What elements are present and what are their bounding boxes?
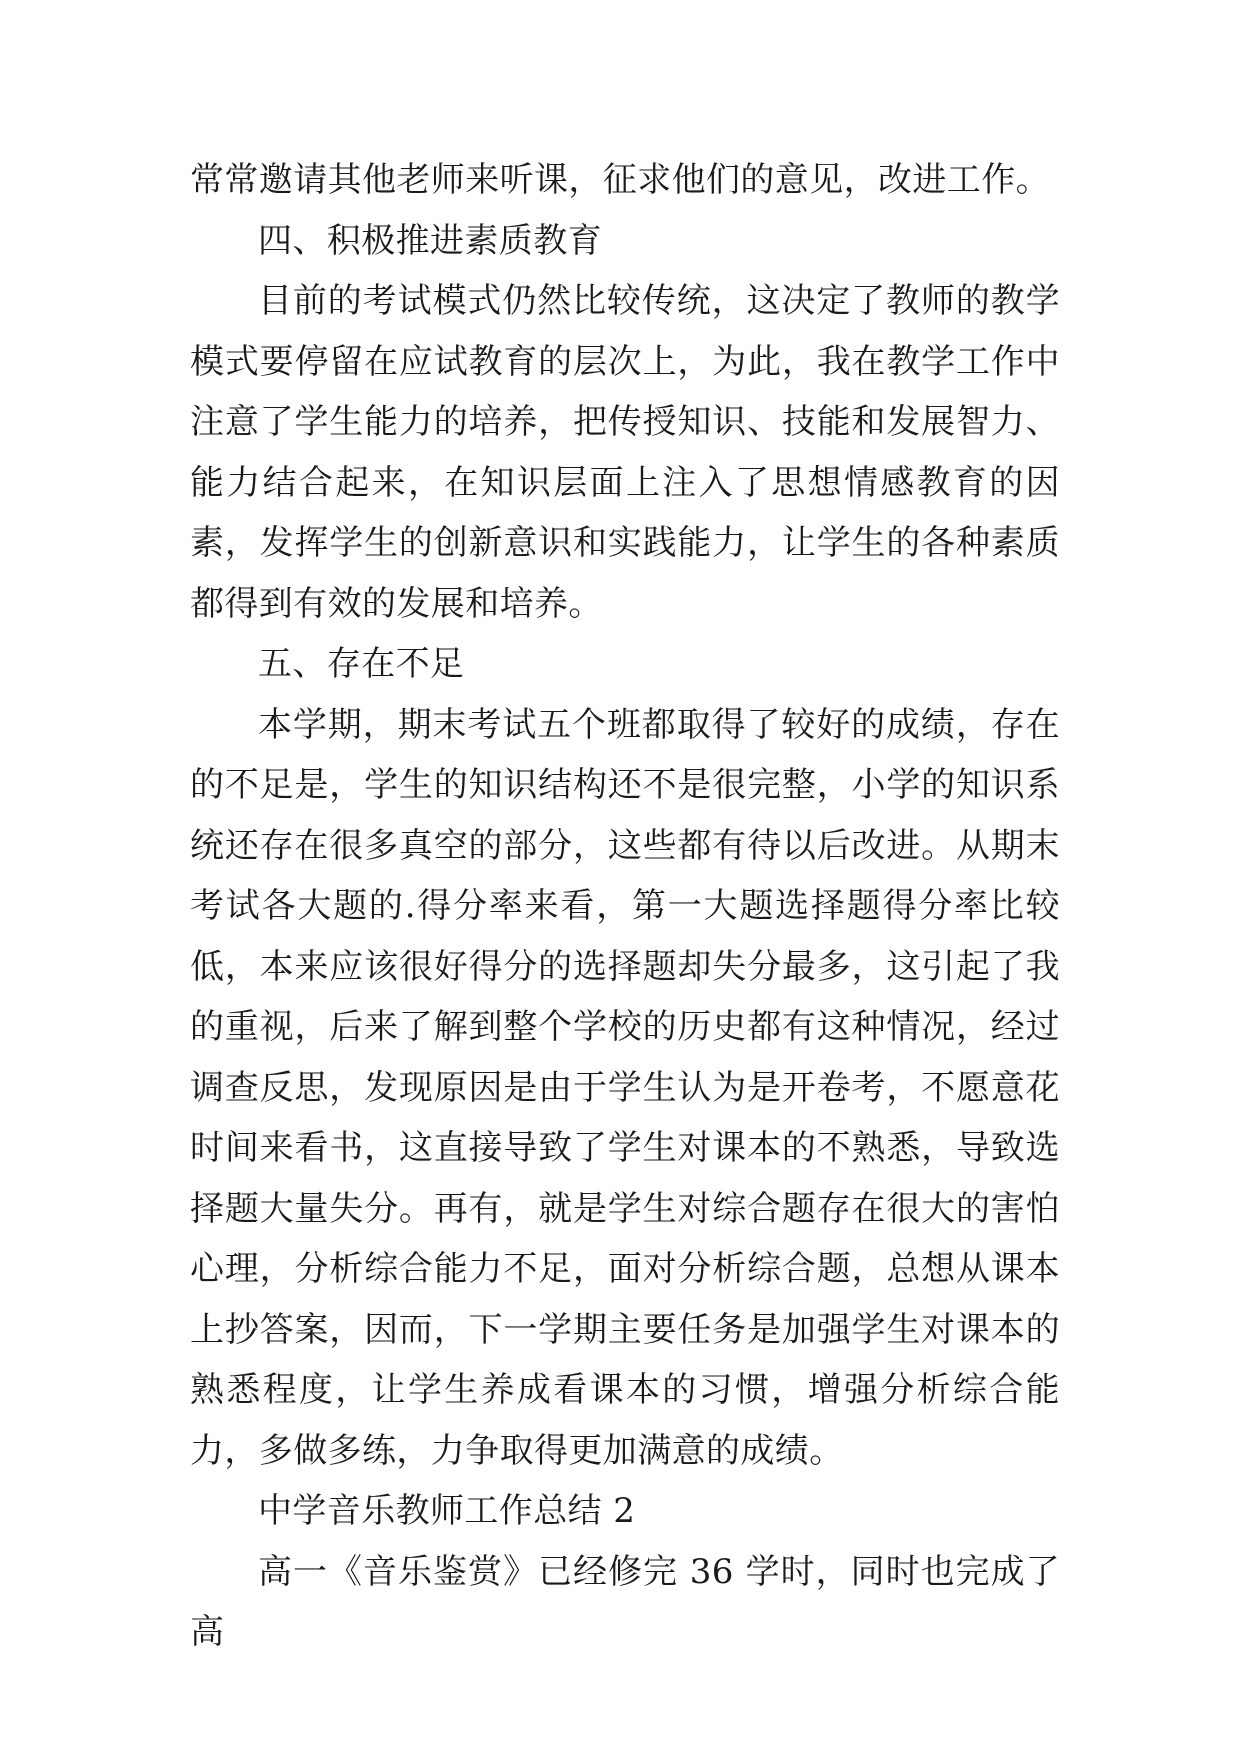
document-body: [190, 150, 1060, 1663]
paragraph-quality-education: 目前的考试模式仍然比较传统，这决定了教师的教学模式要停留在应试教育的层次上，为此，我在教学工作中注意了学生能力的培养，把传授知识、技能和发展智力、能力结合起来，在知识层面上注入了思想情感教育的因素，发挥学生的创新意识和实践能力，让学生的各种素质都得到有效的发展和培养。: [190, 281, 1060, 624]
section-heading-5: 五、存在不足: [258, 644, 465, 684]
paragraph-shortcomings: 本学期，期末考试五个班都取得了较好的成绩，存在的不足是，学生的知识结构还不是很完整，小学的知识系统还存在很多真空的部分，这些都有待以后改进。从期末考试各大题的.得分率来看，第一大题选择题得分率比较低，本来应该很好得分的选择题却失分最多，这引起了我的重视，后来了解到整个学校的历史都有这种情况，经过调查反思，发现原因是由于学生认为是开卷考，不愿意花时间来看书，这直接导致了学生对课本的不熟悉，导致选择题大量失分。再有，就是学生对综合题存在很大的害怕心理，分析综合能力不足，面对分析综合题，总想从课本上抄答案，因而，下一学期主要任务是加强学生对课本的熟悉程度，让学生养成看课本的习惯，增强分析综合能力，多做多练，力争取得更加满意的成绩。: [190, 704, 1060, 1471]
document-title-2: 中学音乐教师工作总结 2: [258, 1491, 636, 1531]
paragraph-continuation: 常常邀请其他老师来听课，征求他们的意见，改进工作。: [190, 160, 1050, 200]
paragraph-intro-2: 高一《音乐鉴赏》已经修完 36 学时，同时也完成了高: [190, 1551, 1060, 1652]
section-heading-4: 四、积极推进素质教育: [258, 220, 602, 261]
